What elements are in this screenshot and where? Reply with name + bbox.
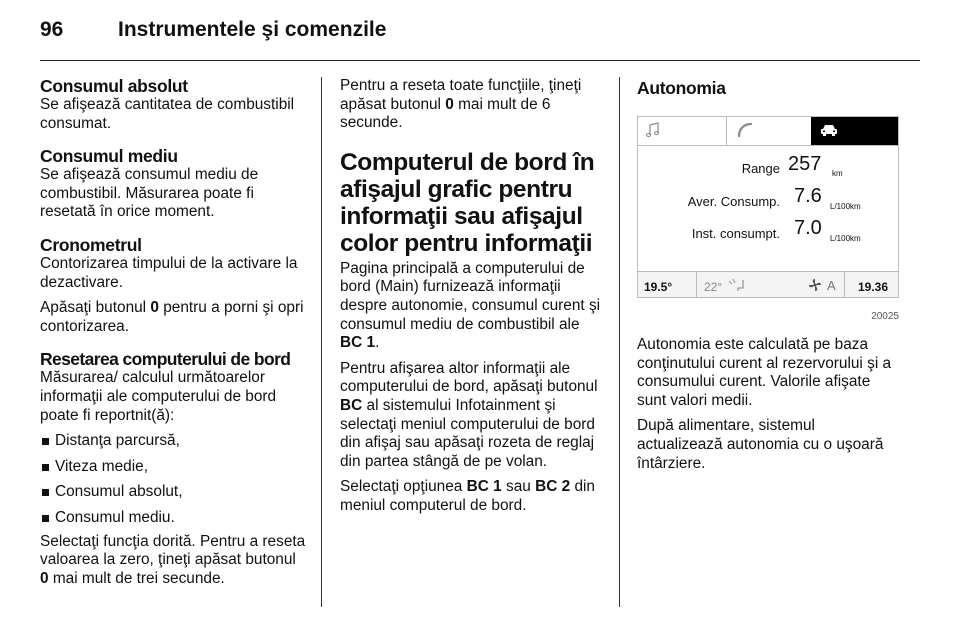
fan-icon	[808, 278, 822, 292]
text-cronometrul-1: Contorizarea timpului de la activare la dezactivare.	[40, 254, 298, 291]
text-run: Pentru afişarea altor informaţii ale computerului de bord, apăsaţi butonul	[340, 359, 598, 396]
seat-heating-icon	[728, 278, 750, 292]
heading-consum-absolut: Consumul absolut	[40, 76, 188, 96]
display-status-bar	[638, 271, 898, 298]
heading-autonomia: Autonomia	[637, 78, 726, 98]
text-run: Apăsaţi butonul	[40, 299, 151, 317]
text-autonomia-2: După alimentare, sistemul actualizează autonomia cu o uşoară întârziere.	[637, 417, 884, 472]
text-run: Selectaţi funcţia dorită. Pentru a reseta valoarea la zero, ţineţi apăsat butonul	[40, 532, 306, 569]
menu-label-bc2: BC 2	[535, 478, 571, 496]
status-divider	[696, 272, 697, 298]
range-label: Range	[741, 161, 780, 176]
text-resetare: Măsurarea/ calculul următoarelor informaţii ale computerului de bord poate fi reportnit(ă):	[40, 369, 277, 424]
average-consumption-label: Aver. Consump.	[687, 194, 780, 209]
display-row-instant	[638, 219, 898, 245]
tab-vehicle	[811, 117, 898, 145]
instant-consumption-value: 7.0	[794, 217, 822, 239]
section-cronometrul	[40, 236, 306, 336]
text-resetare-after	[40, 533, 306, 589]
info-display-figure	[637, 116, 903, 324]
text-run: din meniul computerul de bord.	[340, 478, 595, 514]
list-item-text: Viteza medie,	[55, 457, 148, 475]
text-consum-mediu: Se afişează consumul mediu de combustibil. Măsurarea poate fi resetată în orice moment.	[40, 166, 259, 221]
text-run: Pentru a reseta toate funcţiile, ţineţi apăsat butonul	[340, 77, 582, 113]
section-consum-mediu	[40, 147, 306, 222]
menu-label-bc1: BC 1	[340, 334, 376, 352]
fan-mode: A	[827, 278, 836, 293]
text-other-info	[340, 360, 606, 472]
button-label-zero: 0	[40, 569, 49, 587]
music-note-icon	[646, 122, 660, 138]
page-number: 96	[40, 18, 64, 41]
button-label-zero: 0	[445, 95, 454, 113]
menu-label-bc1: BC 1	[466, 478, 502, 496]
info-display-screen	[637, 116, 899, 298]
text-main-page	[340, 260, 606, 353]
column-right	[637, 77, 903, 480]
button-label-bc: BC	[340, 396, 363, 414]
text-run: mai mult de 6 secunde.	[340, 95, 551, 132]
section-consum-absolut	[40, 77, 306, 133]
range-unit: km	[832, 169, 843, 178]
instant-consumption-label: Inst. consumpt.	[691, 226, 780, 241]
status-divider	[844, 272, 845, 298]
outside-temperature: 19.5°	[644, 280, 673, 294]
list-item-text: Distanţa parcursă,	[55, 432, 180, 450]
bullet-square-icon	[42, 515, 49, 522]
clock: 19.36	[858, 280, 889, 294]
column-left	[40, 77, 306, 602]
text-run: al sistemului Infotainment şi selectaţi meniul computerului de bord din afişaj sau apăsaţi rozeta de reglaj din partea stângă de pe volan.	[340, 396, 595, 470]
list-item	[40, 458, 306, 477]
text-run: .	[375, 334, 380, 352]
car-icon	[820, 124, 838, 137]
display-row-average	[638, 187, 898, 213]
page-title: Instrumentele şi comenzile	[118, 18, 387, 41]
bullet-square-icon	[42, 489, 49, 496]
column-divider	[321, 77, 322, 607]
tab-audio	[638, 117, 727, 145]
text-run: pentru a porni şi opri contorizarea.	[40, 299, 304, 335]
text-cronometrul-2	[40, 299, 306, 336]
list-item	[40, 509, 306, 528]
phone-icon	[737, 122, 753, 138]
column-divider	[619, 77, 620, 607]
list-item-text: Consumul mediu.	[55, 508, 175, 526]
text-autonomia-1: Autonomia este calculată pe baza conţinutului curent al rezervorului şi a consumului curent. Valorile afişate sunt valori medii.	[637, 336, 892, 409]
bullet-square-icon	[42, 464, 49, 471]
page-header	[40, 18, 920, 58]
text-select-option	[340, 478, 606, 515]
text-run: Pagina principală a computerului de bord (Main) furnizează informaţii despre autonomie, consumul curent şi consumul mediu de combustibil ale	[340, 259, 601, 333]
average-consumption-unit: L/100km	[830, 202, 861, 211]
display-row-range	[638, 155, 898, 181]
heading-computer-bord: Computerul de bord în afişajul grafic pentru informaţii sau afişajul color pentru informaţii	[340, 148, 595, 257]
header-rule	[40, 60, 920, 61]
average-consumption-value: 7.6	[794, 185, 822, 207]
text-consum-absolut: Se afişează cantitatea de combustibil consumat.	[40, 96, 295, 132]
text-reset-all	[340, 77, 606, 133]
heading-consum-mediu: Consumul mediu	[40, 146, 178, 167]
bullet-square-icon	[42, 438, 49, 445]
figure-number: 20025	[871, 311, 899, 322]
list-item	[40, 483, 306, 502]
text-run: Selectaţi opţiunea	[340, 478, 467, 496]
text-run: sau	[501, 478, 536, 496]
text-run: mai mult de trei secunde.	[48, 569, 225, 587]
range-value: 257	[788, 153, 822, 175]
instant-consumption-unit: L/100km	[830, 234, 861, 243]
section-resetare	[40, 350, 306, 588]
set-temperature: 22°	[704, 280, 723, 294]
list-item-text: Consumul absolut,	[55, 483, 183, 501]
display-tabs	[638, 117, 898, 146]
button-label-zero: 0	[150, 299, 159, 317]
heading-resetare: Resetarea computerului de bord	[40, 349, 291, 370]
heading-cronometrul: Cronometrul	[40, 234, 142, 255]
resetare-list	[40, 432, 306, 527]
list-item	[40, 432, 306, 451]
column-middle	[340, 77, 606, 523]
tab-phone	[726, 117, 812, 145]
